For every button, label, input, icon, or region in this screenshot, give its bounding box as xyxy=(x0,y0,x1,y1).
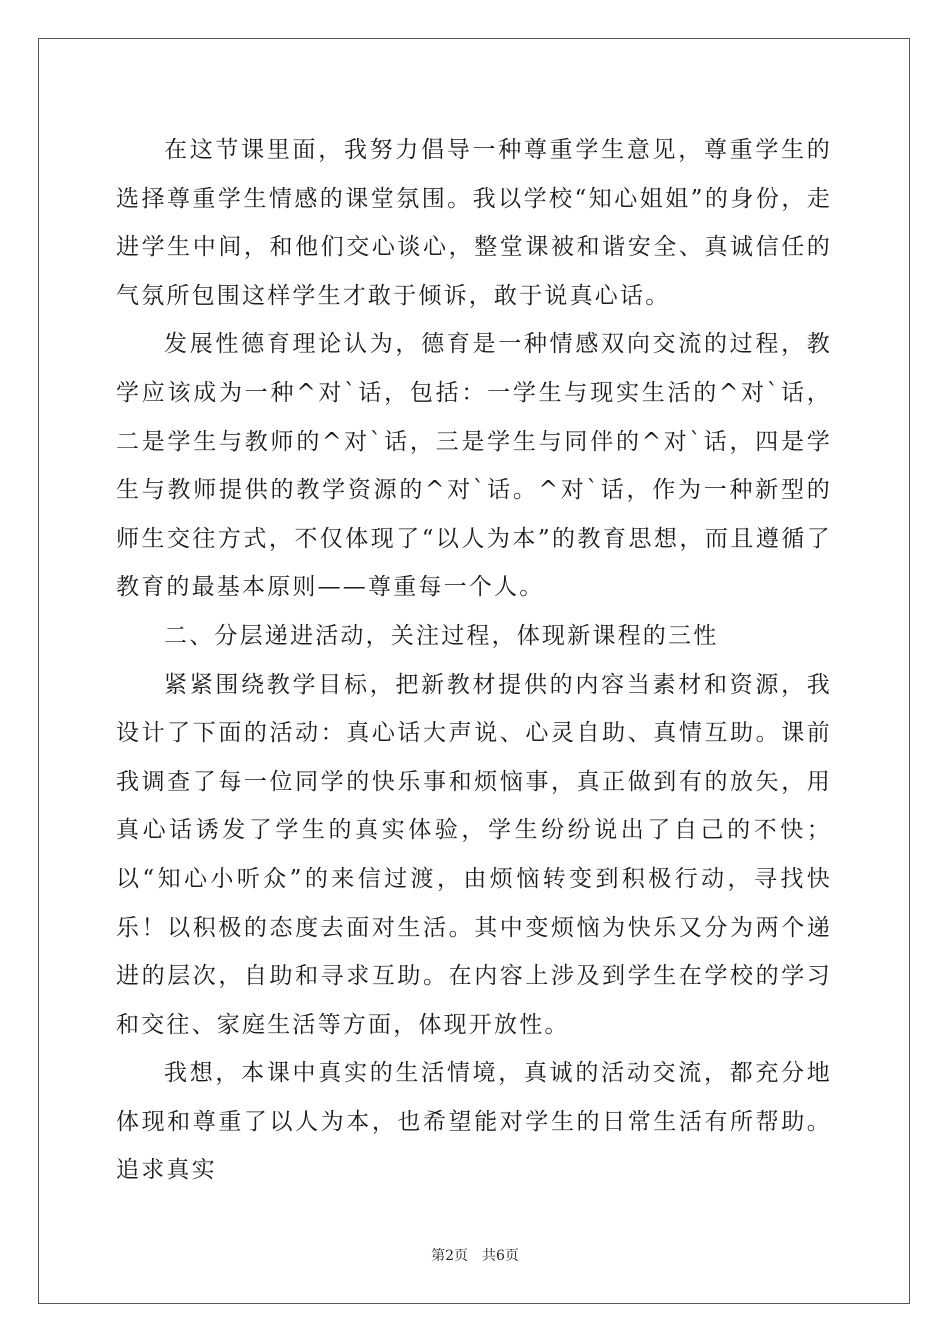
paragraph-activity-design: 紧紧围绕教学目标，把新教材提供的内容当素材和资源，我设计了下面的活动：真心话大声说、心灵自助、真情互助。课前我调查了每一位同学的快乐事和烦恼事，真正做到有的放矢，用真心话诱发了学生的真实体验，学生纷纷说出了自己的不快；以“知心小听众”的来信过渡，由烦恼转变到积极行动，寻找快乐！以积极的态度去面对生活。其中变烦恼为快乐又分为两个递进的层次，自助和寻求互助。在内容上涉及到学生在学校的学习和交往、家庭生活等方面，体现开放性。 xyxy=(116,671,832,1038)
document-body xyxy=(116,126,832,1195)
page-footer xyxy=(0,1245,950,1265)
paragraph-dialogue-theory: 发展性德育理论认为，德育是一种情感双向交流的过程，教学应该成为一种^对`话，包括：一学生与现实生活的^对`话，二是学生与教师的^对`话，三是学生与同伴的^对`话，四是学生与教师提供的教学资源的^对`话。^对`话，作为一种新型的师生交往方式，不仅体现了“以人为本”的教育思想，而且遵循了教育的最基本原则——尊重每一个人。 xyxy=(116,331,832,601)
page-number: 第2页 xyxy=(431,1248,468,1264)
page-total: 共6页 xyxy=(482,1248,519,1264)
section-heading-layered-activities: 二、分层递进活动，关注过程，体现新课程的三性 xyxy=(164,622,719,649)
paragraph-respect-atmosphere: 在这节课里面，我努力倡导一种尊重学生意见，尊重学生的选择尊重学生情感的课堂氛围。我以学校“知心姐姐”的身份，走进学生中间，和他们交心谈心，整堂课被和谐安全、真诚信任的气氛所包围这样学生才敢于倾诉，敢于说真心话。 xyxy=(116,137,832,309)
paragraph-conclusion: 我想，本课中真实的生活情境，真诚的活动交流，都充分地体现和尊重了以人为本，也希望能对学生的日常生活有所帮助。追求真实 xyxy=(116,1060,832,1184)
